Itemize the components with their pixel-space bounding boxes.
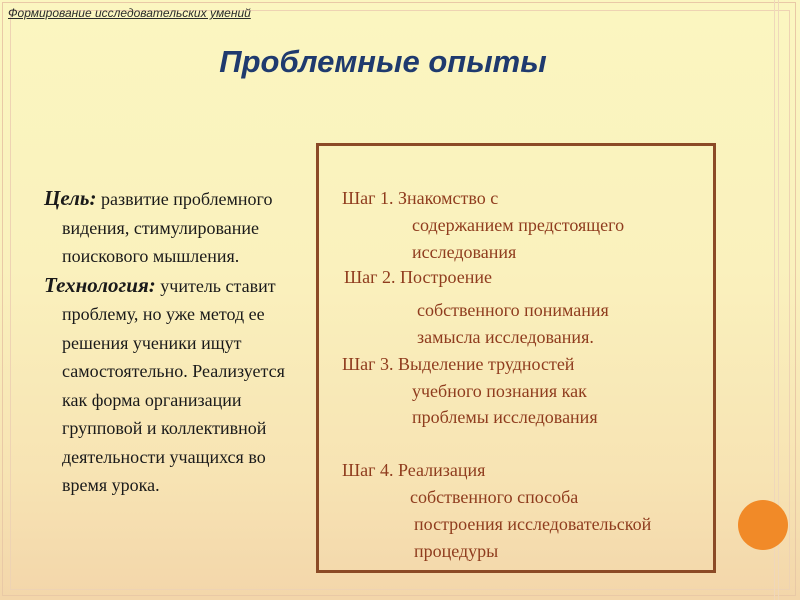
technology-paragraph bbox=[44, 271, 314, 500]
step-3-line-3: проблемы исследования bbox=[412, 407, 598, 427]
step-1-line-1: Шаг 1. Знакомство с bbox=[342, 188, 499, 208]
step-4-line-1: Шаг 4. Реализация bbox=[342, 460, 486, 480]
goal-term: Цель: bbox=[44, 186, 97, 210]
step-4-line-2: собственного способа bbox=[410, 487, 579, 507]
step-2-line-3: замысла исследования. bbox=[417, 327, 594, 347]
section-header: Формирование исследовательских умений bbox=[8, 6, 251, 20]
decorative-circle bbox=[738, 500, 788, 550]
slide-title: Проблемные опыты bbox=[219, 44, 547, 79]
step-4-line-3: построения исследовательской bbox=[414, 514, 652, 534]
step-3-line-1: Шаг 3. Выделение трудностей bbox=[342, 354, 575, 374]
goal-paragraph bbox=[44, 184, 314, 271]
description-block bbox=[44, 184, 314, 500]
steps-box bbox=[316, 143, 716, 573]
technology-text: учитель ставит проблему, но уже метод ее решения ученики ищут самостоятельно. Реализуется как форма организации групповой и коллективной деятельности учащихся во время урока. bbox=[62, 275, 285, 495]
step-1-line-3: исследования bbox=[412, 242, 517, 262]
step-3-line-2: учебного познания как bbox=[412, 381, 587, 401]
step-2-line-1: Шаг 2. Построение bbox=[344, 267, 493, 287]
technology-term: Технология: bbox=[44, 272, 156, 297]
goal-text: развитие проблемного видения, стимулирование поискового мышления. bbox=[62, 189, 273, 266]
step-4-line-4: процедуры bbox=[414, 541, 499, 561]
step-1-line-2: содержанием предстоящего bbox=[412, 215, 625, 235]
step-2-line-2: собственного понимания bbox=[417, 300, 609, 320]
